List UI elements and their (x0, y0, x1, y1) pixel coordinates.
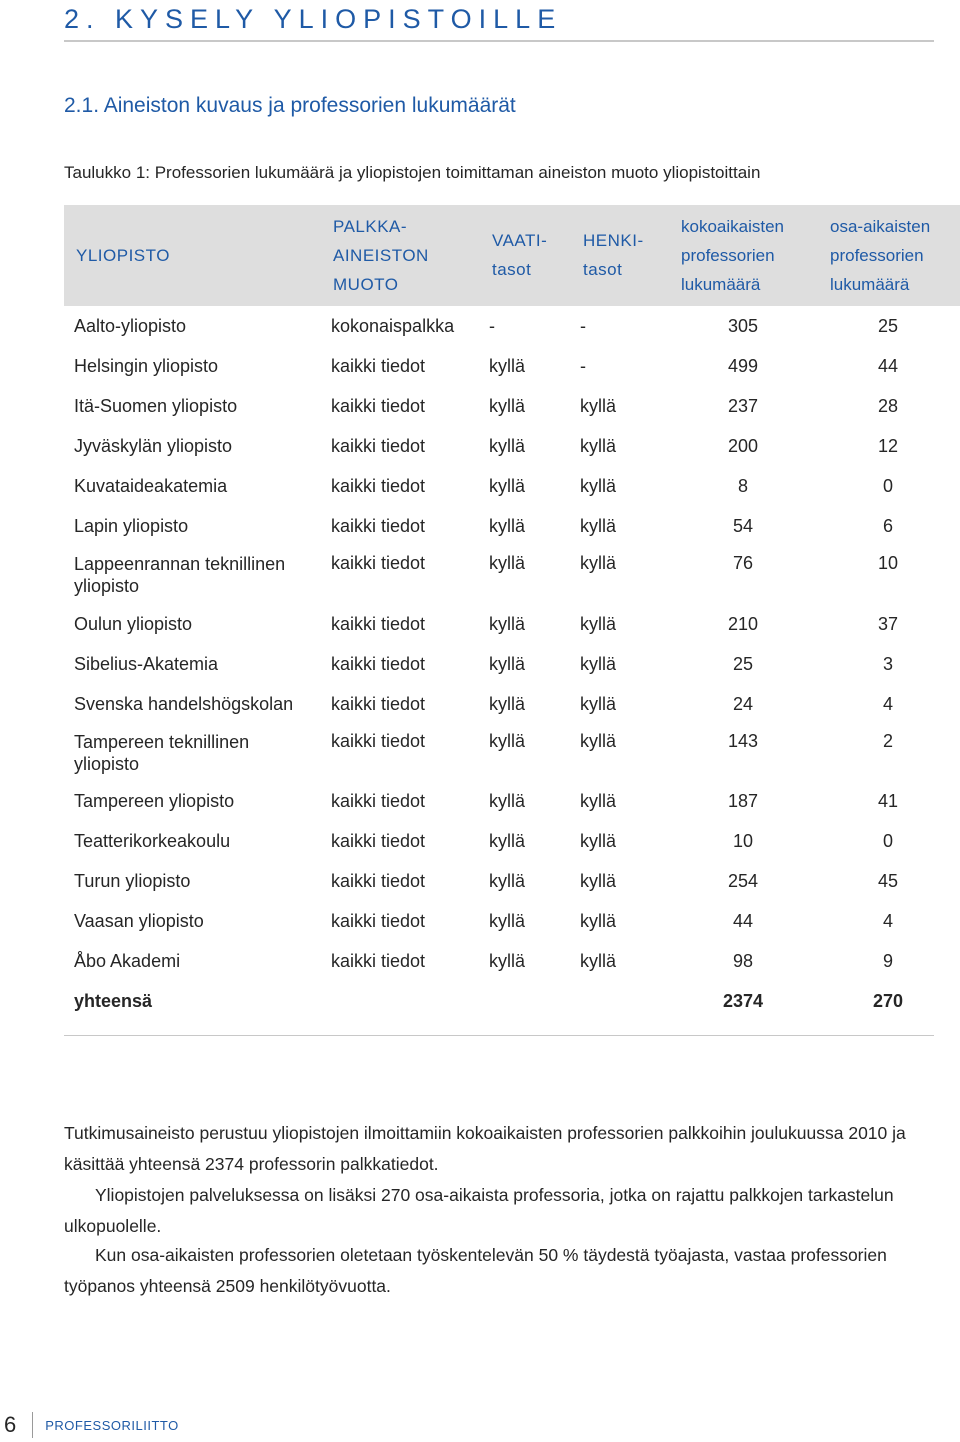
page-number: 6 (4, 1412, 17, 1437)
row-1-fulltime-count: 305 (727, 316, 759, 336)
row-8-university: Oulun yliopisto (74, 614, 193, 634)
row-11-parttime-count: 2 (882, 731, 893, 751)
row-14-fulltime-count: 254 (727, 871, 759, 891)
section-title: 2.1. Aineiston kuvaus ja professorien lukumäärät (64, 94, 516, 117)
row-14-vaati: kyllä (489, 871, 526, 891)
row-4-format: kaikki tiedot (331, 436, 426, 456)
row-10-parttime-count: 4 (882, 694, 893, 714)
row-3-format: kaikki tiedot (331, 396, 426, 416)
header-yliopisto-line-1: YLIOPISTO (76, 246, 170, 265)
row-13-format: kaikki tiedot (331, 831, 426, 851)
row-8-vaati: kyllä (489, 614, 526, 634)
row-15-henki: kyllä (580, 911, 617, 931)
header-henki-line-2: tasot (583, 260, 623, 279)
footer-separator (32, 1412, 33, 1438)
row-16-fulltime-count: 98 (732, 951, 754, 971)
row-10-university: Svenska handelshögskolan (74, 694, 294, 714)
row-12-format: kaikki tiedot (331, 791, 426, 811)
header-osa-line-2: professorien (830, 246, 924, 265)
row-2-format: kaikki tiedot (331, 356, 426, 376)
row-6-format: kaikki tiedot (331, 516, 426, 536)
row-4-university: Jyväskylän yliopisto (74, 436, 233, 456)
row-2-fulltime-count: 499 (727, 356, 759, 376)
row-11-fulltime-count: 143 (727, 731, 759, 751)
row-8-fulltime-count: 210 (727, 614, 759, 634)
row-10-fulltime-count: 24 (732, 694, 754, 714)
row-11-format: kaikki tiedot (331, 731, 426, 751)
row-6-vaati: kyllä (489, 516, 526, 536)
row-15-university: Vaasan yliopisto (74, 911, 204, 931)
row-16-henki: kyllä (580, 951, 617, 971)
row-10-vaati: kyllä (489, 694, 526, 714)
table-bottom-divider (64, 1035, 934, 1036)
row-3-university: Itä-Suomen yliopisto (74, 396, 238, 416)
row-3-vaati: kyllä (489, 396, 526, 416)
header-osa-line-3: lukumäärä (830, 275, 910, 294)
row-5-fulltime-count: 8 (737, 476, 748, 496)
row-15-format: kaikki tiedot (331, 911, 426, 931)
header-koko-line-1: kokoaikaisten (681, 217, 785, 236)
paragraph-1-text: Tutkimusaineisto perustuu yliopistojen ilmoittamiin kokoaikaisten professorien palkkoihin joulukuussa 2010 ja käsittää yhteensä 2374 professorin palkkatiedot. (64, 1123, 906, 1174)
row-16-vaati: kyllä (489, 951, 526, 971)
header-vaati-line-1: VAATI- (492, 231, 548, 250)
row-15-fulltime-count: 44 (732, 911, 754, 931)
row-8-parttime-count: 37 (877, 614, 899, 634)
row-14-format: kaikki tiedot (331, 871, 426, 891)
row-12-parttime-count: 41 (877, 791, 899, 811)
row-3-parttime-count: 28 (877, 396, 899, 416)
row-9-parttime-count: 3 (882, 654, 893, 674)
row-9-vaati: kyllä (489, 654, 526, 674)
row-9-university: Sibelius-Akatemia (74, 654, 219, 674)
row-4-parttime-count: 12 (877, 436, 899, 456)
row-10-format: kaikki tiedot (331, 694, 426, 714)
row-15-vaati: kyllä (489, 911, 526, 931)
row-14-henki: kyllä (580, 871, 617, 891)
row-5-henki: kyllä (580, 476, 617, 496)
row-12-henki: kyllä (580, 791, 617, 811)
row-16-format: kaikki tiedot (331, 951, 426, 971)
row-13-henki: kyllä (580, 831, 617, 851)
row-1-format: kokonaispalkka (331, 316, 455, 336)
row-7-henki: kyllä (580, 553, 617, 573)
table-caption: Taulukko 1: Professorien lukumäärä ja yliopistojen toimittaman aineiston muoto yliopistoittain (64, 163, 761, 182)
row-8-format: kaikki tiedot (331, 614, 426, 634)
header-koko-line-2: professorien (681, 246, 775, 265)
row-1-parttime-count: 25 (877, 316, 899, 336)
chapter-title: 2. KYSELY YLIOPISTOILLE (64, 4, 563, 34)
row-9-fulltime-count: 25 (732, 654, 754, 674)
row-2-university: Helsingin yliopisto (74, 356, 219, 376)
row-13-parttime-count: 0 (882, 831, 893, 851)
row-5-vaati: kyllä (489, 476, 526, 496)
row-11-university-line-2: yliopisto (74, 754, 140, 774)
header-muoto-line-2: AINEISTON (333, 246, 429, 265)
row-10-henki: kyllä (580, 694, 617, 714)
total-fulltime-count: 2374 (722, 991, 764, 1011)
row-12-fulltime-count: 187 (727, 791, 759, 811)
row-5-format: kaikki tiedot (331, 476, 426, 496)
page-footer (4, 1412, 179, 1438)
row-4-vaati: kyllä (489, 436, 526, 456)
row-8-henki: kyllä (580, 614, 617, 634)
row-6-parttime-count: 6 (882, 516, 893, 536)
row-11-vaati: kyllä (489, 731, 526, 751)
row-14-parttime-count: 45 (877, 871, 899, 891)
total-label: yhteensä (74, 991, 153, 1011)
row-2-henki: - (580, 356, 586, 376)
row-2-vaati: kyllä (489, 356, 526, 376)
row-1-vaati: - (489, 316, 495, 336)
header-osa-line-1: osa-aikaisten (830, 217, 931, 236)
total-parttime-count: 270 (872, 991, 904, 1011)
header-muoto-line-1: PALKKA- (333, 217, 408, 236)
paragraph-3 (64, 1240, 934, 1302)
chapter-divider (64, 40, 934, 42)
row-12-vaati: kyllä (489, 791, 526, 811)
row-5-university: Kuvataideakatemia (74, 476, 228, 496)
row-7-university-line-2: yliopisto (74, 576, 140, 596)
row-6-university: Lapin yliopisto (74, 516, 189, 536)
row-2-parttime-count: 44 (877, 356, 899, 376)
row-6-henki: kyllä (580, 516, 617, 536)
row-7-format: kaikki tiedot (331, 553, 426, 573)
row-16-university: Åbo Akademi (74, 951, 181, 971)
row-11-henki: kyllä (580, 731, 617, 751)
header-vaati-line-2: tasot (492, 260, 532, 279)
row-3-henki: kyllä (580, 396, 617, 416)
row-13-vaati: kyllä (489, 831, 526, 851)
row-15-parttime-count: 4 (882, 911, 893, 931)
header-henki-line-1: HENKI- (583, 231, 644, 250)
row-5-parttime-count: 0 (882, 476, 893, 496)
paragraph-3-text: Kun osa-aikaisten professorien oletetaan työskentelevän 50 % täydestä työajasta, vastaa professorien työpanos yhteensä 2509 henkilötyövuotta. (64, 1245, 887, 1296)
row-13-fulltime-count: 10 (732, 831, 754, 851)
row-4-fulltime-count: 200 (727, 436, 759, 456)
row-4-henki: kyllä (580, 436, 617, 456)
row-9-format: kaikki tiedot (331, 654, 426, 674)
row-1-university: Aalto-yliopisto (74, 316, 187, 336)
row-3-fulltime-count: 237 (727, 396, 759, 416)
paragraph-2-text: Yliopistojen palveluksessa on lisäksi 270 osa-aikaista professoria, jotka on rajattu palkkojen tarkastelun ulkopuolelle. (64, 1185, 894, 1236)
row-16-parttime-count: 9 (882, 951, 893, 971)
row-7-vaati: kyllä (489, 553, 526, 573)
row-6-fulltime-count: 54 (732, 516, 754, 536)
row-11-university-line-1: Tampereen teknillinen (74, 732, 250, 752)
row-9-henki: kyllä (580, 654, 617, 674)
header-koko-line-3: lukumäärä (681, 275, 761, 294)
row-7-fulltime-count: 76 (732, 553, 754, 573)
row-1-henki: - (580, 316, 586, 336)
row-14-university: Turun yliopisto (74, 871, 191, 891)
paragraph-1 (64, 1118, 934, 1180)
row-12-university: Tampereen yliopisto (74, 791, 235, 811)
header-muoto-line-3: MUOTO (333, 275, 399, 294)
paragraph-2 (64, 1180, 934, 1242)
row-7-university-line-1: Lappeenrannan teknillinen (74, 554, 286, 574)
row-13-university: Teatterikorkeakoulu (74, 831, 231, 851)
row-7-parttime-count: 10 (877, 553, 899, 573)
footer-brand: PROFESSORILIITTO (45, 1417, 179, 1433)
